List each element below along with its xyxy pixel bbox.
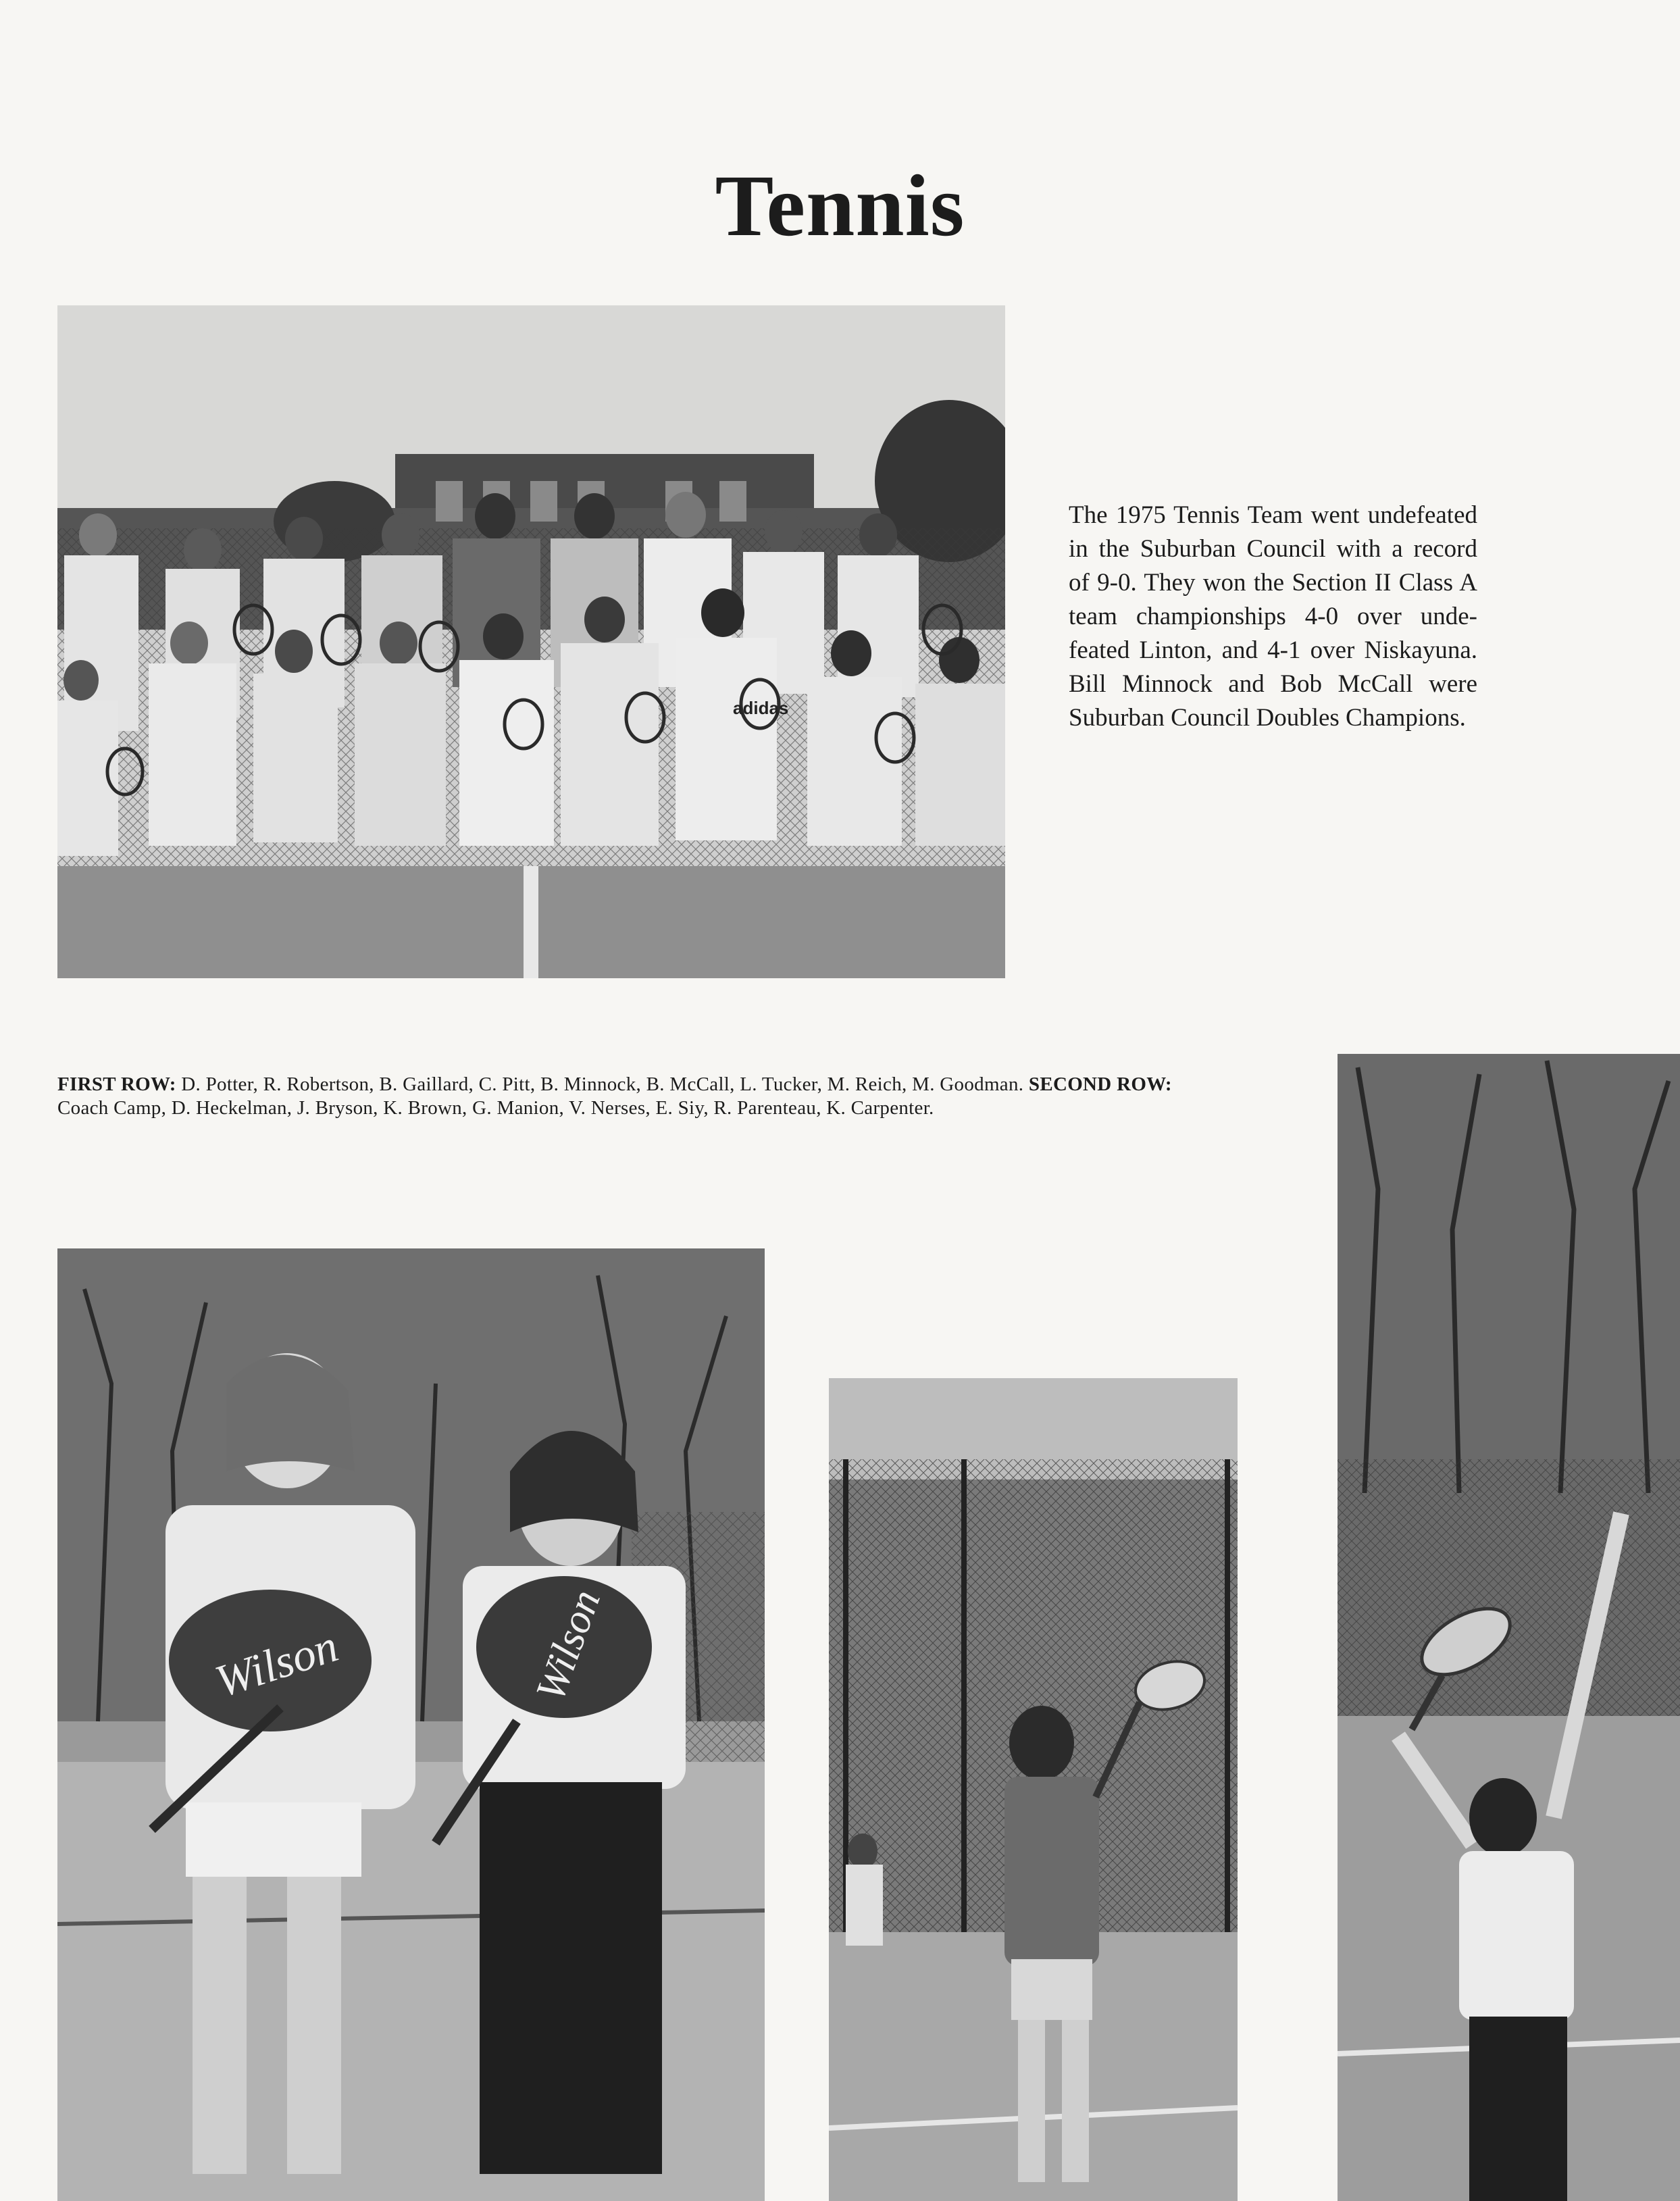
team-photo-caption	[57, 1073, 1179, 1120]
first-row-names: D. Potter, R. Robertson, B. Gaillard, C. Pitt, B. Minnock, B. McCall, L. Tucker, M. Reich, M. Goodman.	[181, 1073, 1024, 1095]
page-title: Tennis	[715, 157, 965, 255]
shirt-logo-text: adidas	[733, 698, 789, 718]
racket-cover-text-left: Wilson	[209, 1619, 345, 1708]
team-summary: The 1975 Tennis Team went undefeated in the Suburban Council with a record of 9-0. They won the Section II Class A team championships 4-0 over undefeated Linton, and 4-1 over Niskayuna. Bill Minnock and Bob McCall were Suburban Council Doubles Champions.	[1069, 501, 1477, 732]
serve-photo	[1338, 1054, 1680, 2201]
team-photo	[57, 305, 1005, 978]
second-row-label: SECOND ROW:	[1028, 1073, 1172, 1095]
second-row-names: Coach Camp, D. Heckelman, J. Bryson, K. Brown, G. Manion, V. Nerses, E. Siy, R. Parenteau, K. Carpenter.	[57, 1097, 934, 1119]
racket-cover-text-right: Wilson	[527, 1584, 610, 1707]
doubles-pair-photo	[57, 1248, 765, 2201]
first-row-label: FIRST ROW:	[57, 1073, 176, 1095]
forehand-photo	[829, 1378, 1238, 2201]
